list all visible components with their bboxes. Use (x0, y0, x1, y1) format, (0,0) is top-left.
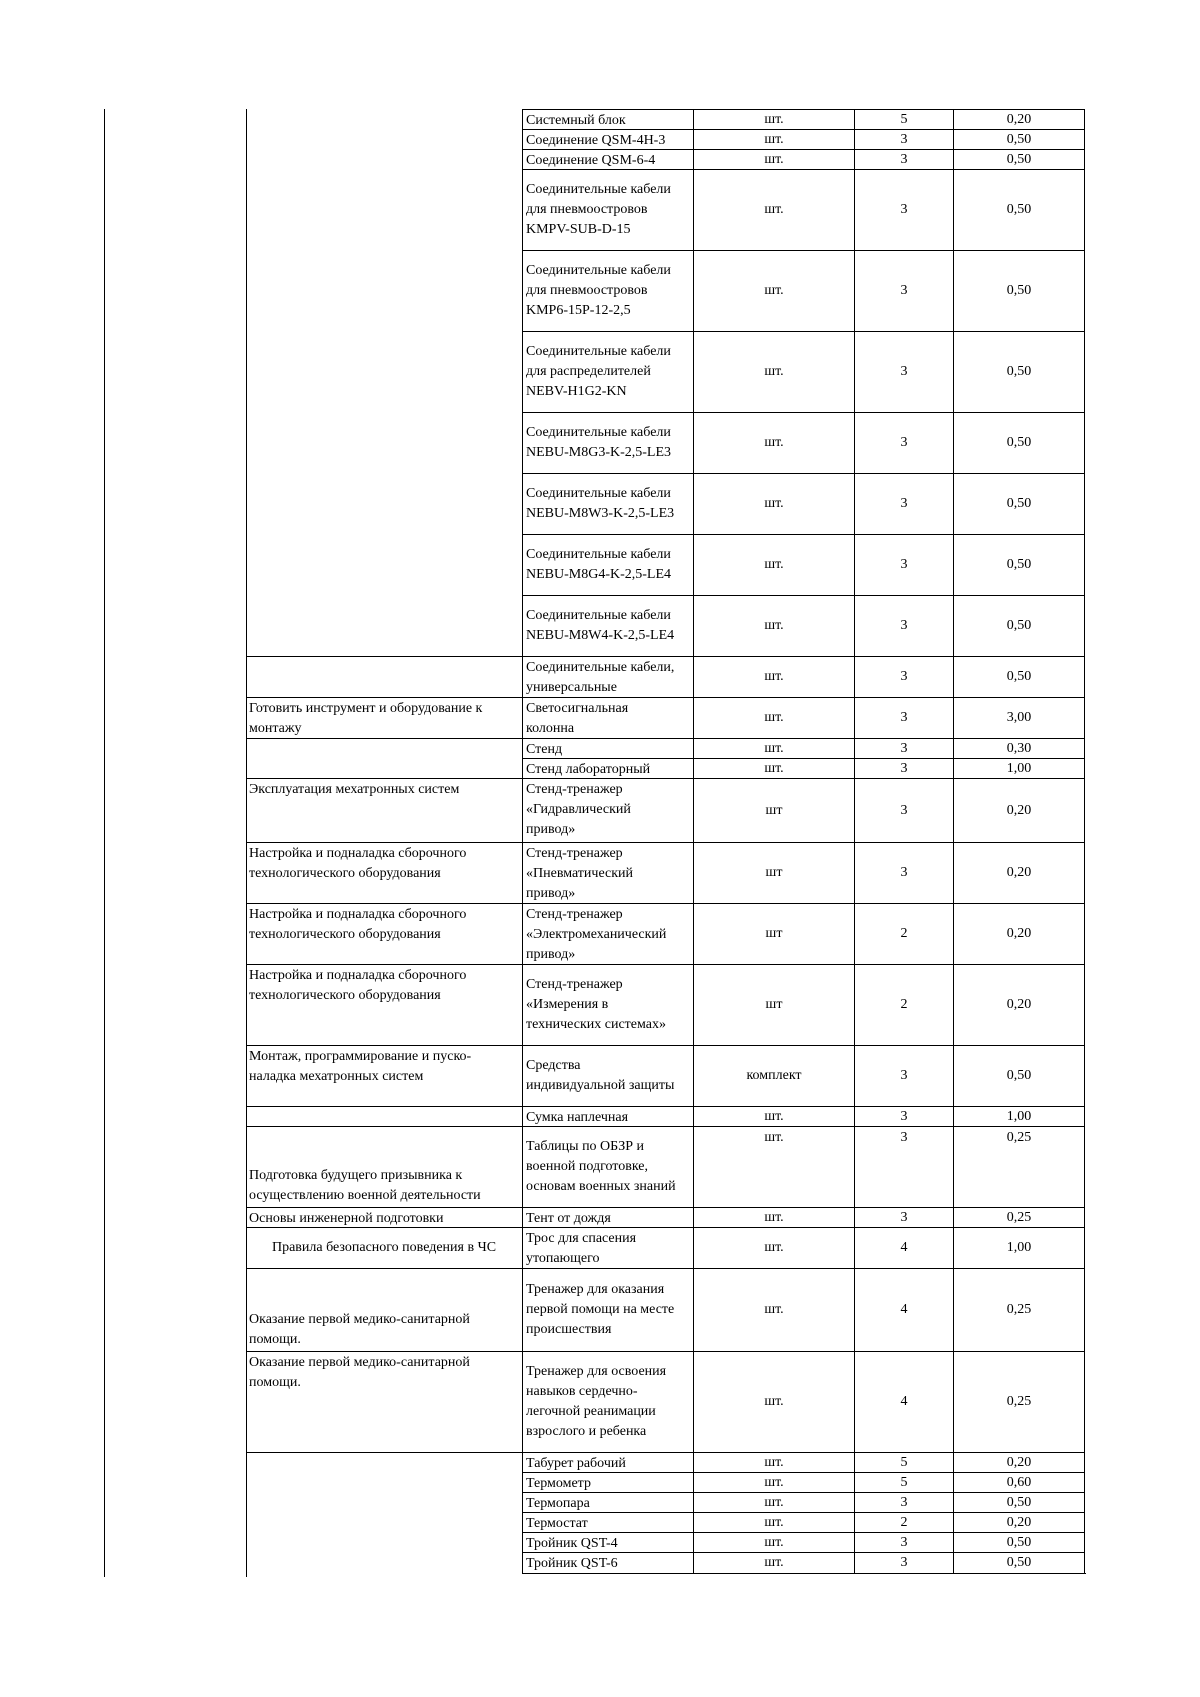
activity-cell (246, 656, 522, 697)
quantity-cell: 5 (854, 109, 953, 129)
activity-cell (246, 1126, 522, 1207)
item-name-cell: Соединительные кабели NEBU-M8W3-K-2,5-LE3 (522, 473, 693, 534)
norm-value-cell: 0,20 (953, 109, 1085, 129)
activity-cell (246, 1452, 522, 1472)
unit-cell: шт. (693, 1351, 854, 1452)
activity-cell: Настройка и подналадка сборочного технологического оборудования (246, 842, 522, 903)
item-name-cell: Стенд (522, 738, 693, 758)
item-name-cell: Соединительные кабели NEBU-M8W4-K-2,5-LE4 (522, 595, 693, 656)
outer-vertical-border (104, 109, 105, 1577)
unit-cell: шт (693, 778, 854, 842)
norm-value-cell: 0,30 (953, 738, 1085, 758)
norm-value-cell: 1,00 (953, 1227, 1085, 1268)
activity-cell: Оказание первой медико-санитарной помощи. (246, 1351, 522, 1452)
unit-cell: шт. (693, 1452, 854, 1472)
activity-cell: Настройка и подналадка сборочного технологического оборудования (246, 903, 522, 964)
quantity-cell: 3 (854, 473, 953, 534)
item-name-cell: Табурет рабочий (522, 1452, 693, 1472)
norm-value-cell: 0,25 (953, 1207, 1085, 1227)
norm-value-cell: 0,50 (953, 331, 1085, 412)
unit-cell: шт. (693, 1207, 854, 1227)
activity-cell (246, 1268, 522, 1351)
quantity-cell: 3 (854, 534, 953, 595)
activity-text: Подготовка будущего призывника к осуществлению военной деятельности (249, 1168, 481, 1203)
item-name-cell: Тройник QST-6 (522, 1552, 693, 1573)
norm-value-cell: 0,50 (953, 656, 1085, 697)
unit-cell: шт. (693, 534, 854, 595)
unit-cell: шт. (693, 412, 854, 473)
norm-value-cell: 0,20 (953, 903, 1085, 964)
unit-cell: шт. (693, 1532, 854, 1552)
norm-value-cell: 0,50 (953, 1532, 1085, 1552)
activity-cell (246, 1106, 522, 1126)
quantity-cell: 5 (854, 1472, 953, 1492)
item-name-cell: Соединительные кабели для пневмоостровов KMP6-15P-12-2,5 (522, 250, 693, 331)
item-name-cell: Средства индивидуальной защиты (522, 1045, 693, 1106)
norm-value-cell: 0,50 (953, 534, 1085, 595)
norm-value-cell: 0,20 (953, 964, 1085, 1045)
item-name-cell: Стенд-тренажер «Пневматический привод» (522, 842, 693, 903)
item-name-cell: Соединительные кабели для распределителей NEBV-H1G2-KN (522, 331, 693, 412)
quantity-cell: 3 (854, 169, 953, 250)
item-name-cell: Термостат (522, 1512, 693, 1532)
activity-text: Оказание первой медико-санитарной помощи. (249, 1312, 470, 1347)
quantity-cell: 3 (854, 1106, 953, 1126)
norm-value-cell: 0,50 (953, 1492, 1085, 1512)
unit-cell: шт. (693, 1512, 854, 1532)
item-name-cell: Стенд-тренажер «Гидравлический привод» (522, 778, 693, 842)
norm-value-cell: 0,20 (953, 1512, 1085, 1532)
item-name-cell: Соединительные кабели, универсальные (522, 656, 693, 697)
norm-value-cell: 0,20 (953, 778, 1085, 842)
norm-value-cell: 0,25 (953, 1351, 1085, 1452)
norm-value-cell: 0,50 (953, 129, 1085, 149)
quantity-cell: 3 (854, 1207, 953, 1227)
item-name-cell: Тент от дождя (522, 1207, 693, 1227)
norm-value-cell: 0,25 (953, 1126, 1085, 1207)
unit-cell: шт. (693, 1227, 854, 1268)
quantity-cell: 2 (854, 964, 953, 1045)
activity-cell: Готовить инструмент и оборудование к монтажу (246, 697, 522, 738)
item-name-cell: Стенд-тренажер «Измерения в технических системах» (522, 964, 693, 1045)
quantity-cell: 3 (854, 697, 953, 738)
activity-cell: Монтаж, программирование и пуско- наладка мехатронных систем (246, 1045, 522, 1106)
item-name-cell: Соединение QSM-6-4 (522, 149, 693, 169)
unit-cell: шт. (693, 656, 854, 697)
unit-cell: шт. (693, 250, 854, 331)
unit-cell: шт. (693, 129, 854, 149)
quantity-cell: 3 (854, 1126, 953, 1207)
quantity-cell: 3 (854, 595, 953, 656)
quantity-cell: 3 (854, 738, 953, 758)
quantity-cell: 3 (854, 656, 953, 697)
item-name-cell: Соединительные кабели для пневмоостровов KMPV-SUB-D-15 (522, 169, 693, 250)
quantity-cell: 3 (854, 149, 953, 169)
unit-cell: шт. (693, 149, 854, 169)
item-name-cell: Соединительные кабели NEBU-M8G3-K-2,5-LE3 (522, 412, 693, 473)
quantity-cell: 2 (854, 903, 953, 964)
unit-cell: шт. (693, 595, 854, 656)
unit-cell: шт (693, 842, 854, 903)
norm-value-cell: 0,60 (953, 1472, 1085, 1492)
norm-value-cell: 0,50 (953, 250, 1085, 331)
unit-cell: шт. (693, 1492, 854, 1512)
unit-cell: шт. (693, 1552, 854, 1573)
quantity-cell: 3 (854, 129, 953, 149)
unit-cell: шт. (693, 473, 854, 534)
unit-cell: шт. (693, 1126, 854, 1207)
item-name-cell: Тренажер для оказания первой помощи на месте происшествия (522, 1268, 693, 1351)
quantity-cell: 3 (854, 842, 953, 903)
unit-cell: шт. (693, 169, 854, 250)
norm-value-cell: 3,00 (953, 697, 1085, 738)
item-name-cell: Стенд лабораторный (522, 758, 693, 778)
quantity-cell: 5 (854, 1452, 953, 1472)
item-name-cell: Тройник QST-4 (522, 1532, 693, 1552)
norm-value-cell: 0,50 (953, 412, 1085, 473)
unit-cell: шт. (693, 1106, 854, 1126)
item-name-cell: Светосигнальная колонна (522, 697, 693, 738)
norm-value-cell: 0,50 (953, 473, 1085, 534)
quantity-cell: 4 (854, 1227, 953, 1268)
quantity-cell: 3 (854, 412, 953, 473)
norm-value-cell: 0,50 (953, 1552, 1085, 1573)
item-name-cell: Системный блок (522, 109, 693, 129)
norm-value-cell: 1,00 (953, 1106, 1085, 1126)
norm-value-cell: 0,50 (953, 149, 1085, 169)
unit-cell: шт. (693, 697, 854, 738)
unit-cell: шт. (693, 758, 854, 778)
unit-cell: шт (693, 903, 854, 964)
norm-value-cell: 0,50 (953, 595, 1085, 656)
item-name-cell: Соединение QSM-4H-3 (522, 129, 693, 149)
quantity-cell: 3 (854, 778, 953, 842)
activity-cell: Эксплуатация мехатронных систем (246, 778, 522, 842)
quantity-cell: 3 (854, 250, 953, 331)
quantity-cell: 4 (854, 1268, 953, 1351)
item-name-cell: Сумка наплечная (522, 1106, 693, 1126)
activity-cell: Настройка и подналадка сборочного технологического оборудования (246, 964, 522, 1045)
quantity-cell: 3 (854, 758, 953, 778)
norm-value-cell: 0,50 (953, 169, 1085, 250)
quantity-cell: 4 (854, 1351, 953, 1452)
unit-cell: шт. (693, 331, 854, 412)
norm-value-cell: 1,00 (953, 758, 1085, 778)
quantity-cell: 3 (854, 1492, 953, 1512)
activity-cell (246, 738, 522, 758)
item-name-cell: Трос для спасения утопающего (522, 1227, 693, 1268)
unit-cell: шт. (693, 1472, 854, 1492)
norm-value-cell: 0,20 (953, 842, 1085, 903)
unit-cell: шт. (693, 738, 854, 758)
norm-value-cell: 0,25 (953, 1268, 1085, 1351)
activity-cell: Основы инженерной подготовки (246, 1207, 522, 1227)
item-name-cell: Соединительные кабели NEBU-M8G4-K-2,5-LE4 (522, 534, 693, 595)
unit-cell: комплект (693, 1045, 854, 1106)
quantity-cell: 3 (854, 331, 953, 412)
table-bottom-border (522, 1573, 1086, 1574)
unit-cell: шт (693, 964, 854, 1045)
unit-cell: шт. (693, 109, 854, 129)
activity-cell: Правила безопасного поведения в ЧС (246, 1227, 522, 1268)
item-name-cell: Термометр (522, 1472, 693, 1492)
item-name-cell: Таблицы по ОБЗР и военной подготовке, основам военных знаний (522, 1126, 693, 1207)
unit-cell: шт. (693, 1268, 854, 1351)
item-name-cell: Стенд-тренажер «Электромеханический привод» (522, 903, 693, 964)
item-name-cell: Тренажер для освоения навыков сердечно- легочной реанимации взрослого и ребенка (522, 1351, 693, 1452)
norm-value-cell: 0,50 (953, 1045, 1085, 1106)
quantity-cell: 3 (854, 1552, 953, 1573)
item-name-cell: Термопара (522, 1492, 693, 1512)
quantity-cell: 3 (854, 1045, 953, 1106)
quantity-cell: 2 (854, 1512, 953, 1532)
norm-value-cell: 0,20 (953, 1452, 1085, 1472)
quantity-cell: 3 (854, 1532, 953, 1552)
